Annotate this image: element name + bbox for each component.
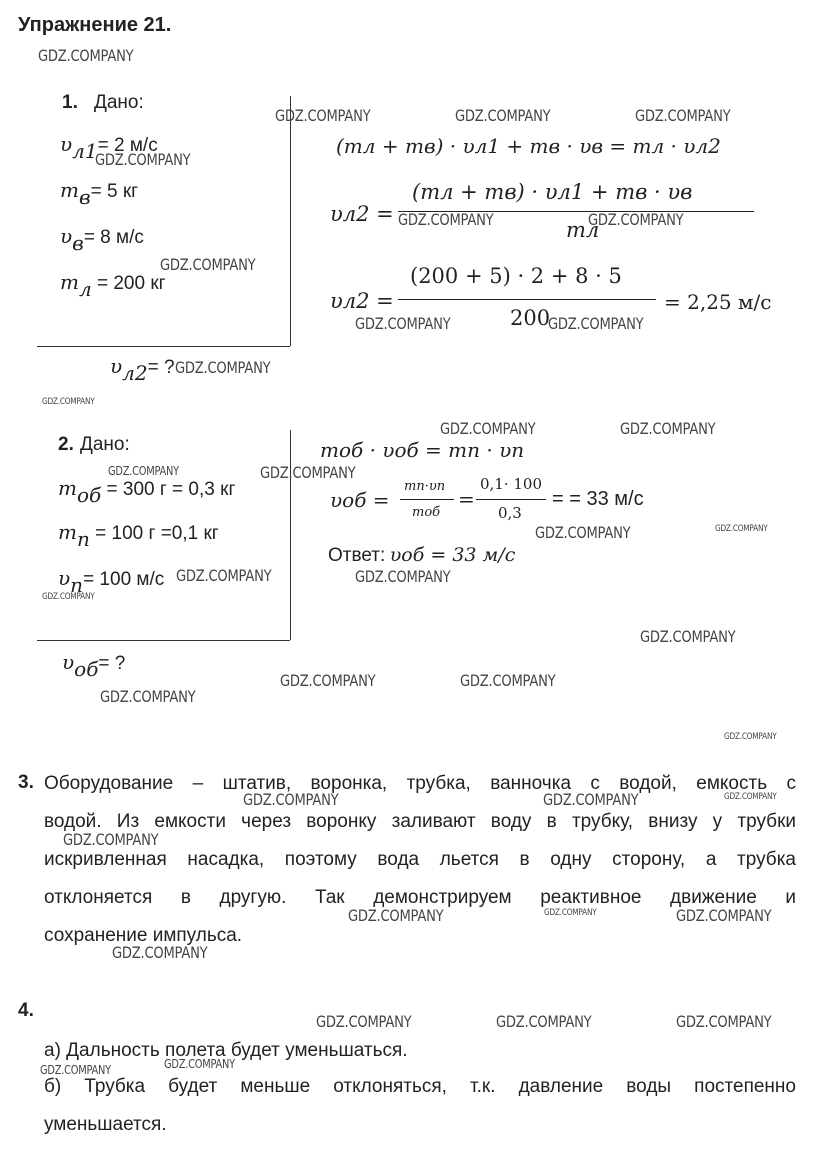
exercise-heading: Упражнение 21. — [18, 14, 172, 36]
watermark: GDZ.COMPANY — [676, 906, 772, 925]
watermark: GDZ.COMPANY — [398, 210, 494, 229]
watermark: GDZ.COMPANY — [355, 567, 451, 586]
p3-line-1: Оборудование – штатив, воронка, трубка, ванночка с водой, емкость с — [44, 773, 796, 794]
watermark: GDZ.COMPANY — [676, 1012, 772, 1031]
p2-fraction-1-bar — [400, 499, 454, 500]
watermark: GDZ.COMPANY — [355, 314, 451, 333]
watermark: GDZ.COMPANY — [112, 943, 208, 962]
p1-find: $\upsilon_{л2}=$ ? — [110, 354, 175, 385]
p1-equation-3-lhs: υл2 = — [330, 289, 394, 313]
watermark: GDZ.COMPANY — [548, 314, 644, 333]
p1-equation-3-result: = 2,25 м/с — [664, 290, 772, 314]
p2-fraction-1-numerator: mп·υп — [404, 479, 446, 494]
problem-1-number: 1. — [62, 92, 78, 113]
p1-given-1: $\upsilon_{л1}= 2$ м/с — [60, 132, 158, 163]
watermark: GDZ.COMPANY — [535, 523, 631, 542]
watermark: GDZ.COMPANY — [95, 150, 191, 169]
p1-given-2: $m_в= 5$ кг — [60, 178, 139, 209]
problem-2-number: 2. — [58, 434, 74, 455]
p1-equation-1: (mл + mв) · υл1 + mв · υв = mл · υл2 — [336, 134, 721, 158]
p3-line-4: отклоняется в другую. Так демонстрируем реактивное движение и — [44, 887, 796, 908]
p3-line-2: водой. Из емкости через воронку заливают воду в трубку, внизу у трубки — [44, 811, 796, 832]
p1-equation-3-numerator: (200 + 5) · 2 + 8 · 5 — [410, 264, 622, 288]
problem-2-given-label: Дано: — [80, 434, 130, 455]
watermark: GDZ.COMPANY — [724, 792, 777, 802]
watermark: GDZ.COMPANY — [243, 790, 339, 809]
watermark: GDZ.COMPANY — [176, 566, 272, 585]
watermark: GDZ.COMPANY — [100, 687, 196, 706]
problem-4-number: 4. — [18, 1000, 34, 1021]
p1-equation-3-fraction-bar — [398, 299, 656, 300]
p2-fraction-2-numerator: 0,1· 100 — [480, 475, 543, 493]
p2-given-divider-horizontal — [37, 640, 290, 641]
watermark: GDZ.COMPANY — [108, 464, 179, 478]
p4-b-line-1: б) Трубка будет меньше отклоняться, т.к. давление воды постепенно — [44, 1076, 796, 1097]
p2-given-2: $m_п = 100$ г =0,1 кг — [58, 520, 219, 551]
p2-fraction-1-denominator: mоб — [412, 505, 441, 520]
problem-3-text — [44, 765, 796, 955]
watermark: GDZ.COMPANY — [40, 1063, 111, 1077]
watermark: GDZ.COMPANY — [588, 210, 684, 229]
watermark: GDZ.COMPANY — [348, 906, 444, 925]
watermark: GDZ.COMPANY — [635, 106, 731, 125]
watermark: GDZ.COMPANY — [455, 106, 551, 125]
p2-given-3: $\upsilon_п= 100$ м/с — [58, 566, 165, 597]
watermark: GDZ.COMPANY — [42, 397, 95, 407]
p2-find: $\upsilon_{об}=$ ? — [62, 650, 126, 681]
p4-answer-b — [44, 1068, 796, 1144]
watermark: GDZ.COMPANY — [38, 46, 134, 65]
p2-given-divider-vertical — [290, 430, 291, 640]
p2-equation-1: mоб · υоб = mп · υп — [320, 438, 525, 462]
problem-1-given-label: Дано: — [94, 92, 144, 113]
p1-equation-2-numerator: (mл + mв) · υл1 + mв · υв — [412, 180, 693, 204]
watermark: GDZ.COMPANY — [543, 790, 639, 809]
p1-given-3: $\upsilon_в= 8$ м/с — [60, 224, 144, 255]
p2-equation-2-lhs: υоб = — [330, 488, 390, 512]
p2-fraction-2-denominator: 0,3 — [498, 504, 522, 522]
watermark: GDZ.COMPANY — [640, 627, 736, 646]
watermark: GDZ.COMPANY — [160, 255, 256, 274]
p4-answer-a: а) Дальность полета будет уменьшаться. — [44, 1040, 408, 1061]
p2-equals-sign: = — [458, 487, 475, 511]
p1-equation-3-denominator: 200 — [510, 306, 551, 330]
watermark: GDZ.COMPANY — [164, 1057, 235, 1071]
watermark: GDZ.COMPANY — [460, 671, 556, 690]
watermark: GDZ.COMPANY — [42, 592, 95, 602]
watermark: GDZ.COMPANY — [620, 419, 716, 438]
p1-given-4: $m_л = 200$ кг — [60, 270, 166, 301]
p1-equation-2-lhs: υл2 = — [330, 202, 394, 226]
watermark: GDZ.COMPANY — [260, 463, 356, 482]
p1-given-divider-vertical — [290, 96, 291, 346]
p1-given-divider-horizontal — [37, 346, 290, 347]
watermark: GDZ.COMPANY — [175, 358, 271, 377]
watermark: GDZ.COMPANY — [724, 732, 777, 742]
p1-equation-2-denominator: mл — [566, 218, 600, 242]
p2-equation-2-tail: = = 33 м/с — [552, 488, 644, 510]
watermark: GDZ.COMPANY — [280, 671, 376, 690]
p2-answer: Ответ: υоб = 33 м/с — [328, 544, 516, 566]
p2-fraction-2-bar — [476, 499, 546, 500]
p3-line-5: сохранение импульса. — [44, 925, 243, 946]
watermark: GDZ.COMPANY — [275, 106, 371, 125]
watermark: GDZ.COMPANY — [63, 830, 159, 849]
watermark: GDZ.COMPANY — [440, 419, 536, 438]
watermark: GDZ.COMPANY — [715, 524, 768, 534]
p2-given-1: $m_{об} = 300$ г = 0,3 кг — [58, 476, 236, 507]
p4-b-line-2: уменьшается. — [44, 1114, 167, 1135]
watermark: GDZ.COMPANY — [496, 1012, 592, 1031]
watermark: GDZ.COMPANY — [316, 1012, 412, 1031]
p3-line-3: искривленная насадка, поэтому вода льется в одну сторону, а трубка — [44, 849, 796, 870]
problem-3-number: 3. — [18, 772, 34, 793]
watermark: GDZ.COMPANY — [544, 908, 597, 918]
